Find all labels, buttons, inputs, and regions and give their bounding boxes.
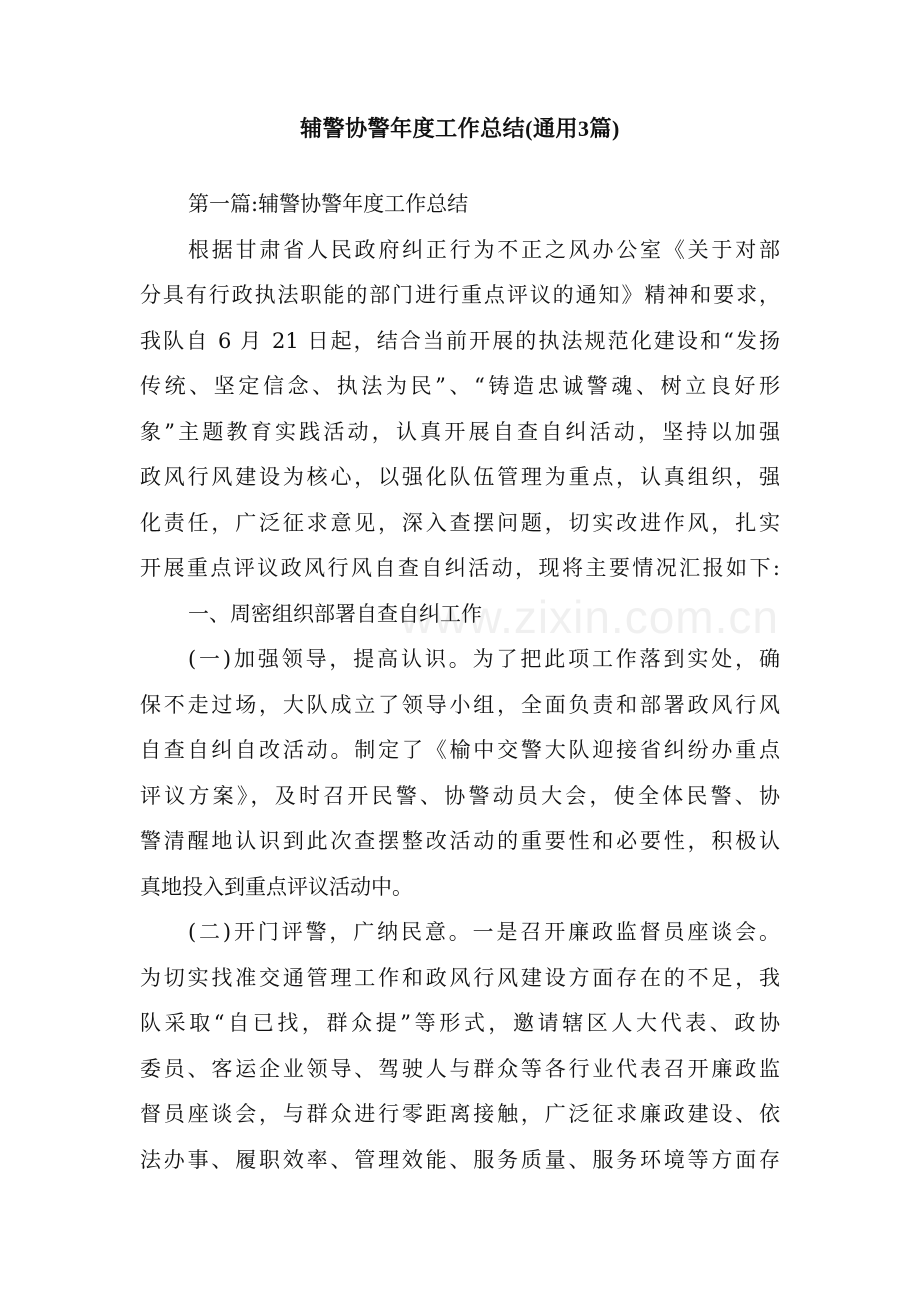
text-line: 我队自 6 月 21 日起，结合当前开展的执法规范化建设和“发扬 [140,328,780,353]
text-line: 分具有行政执法职能的部门进行重点评议的通知》精神和要求， [140,283,780,307]
text-line: 委员、客运企业领导、驾驶人与群众等各行业代表召开廉政监 [140,1056,780,1081]
text-line: 法办事、履职效率、管理效能、服务质量、服务环境等方面存 [140,1147,780,1172]
text-line: (一)加强领导，提高认识。为了把此项工作落到实处，确 [188,647,780,671]
document-title: 辅警协警年度工作总结(通用3篇) [300,116,620,141]
text-line: 象”主题教育实践活动，认真开展自查自纠活动，坚持以加强 [140,419,780,444]
text-line: 化责任，广泛征求意见，深入查摆问题，切实改进作风，扎实 [140,510,780,535]
text-line: 评议方案》，及时召开民警、协警动员大会，使全体民警、协 [140,783,780,808]
text-line: 真地投入到重点评议活动中。 [140,874,413,899]
text-line: 保不走过场，大队成立了领导小组，全面负责和部署政风行风 [140,692,780,717]
text-line: 一、周密组织部署自查自纠工作 [188,601,482,626]
text-line: 开展重点评议政风行风自查自纠活动，现将主要情况汇报如下: [140,556,780,580]
text-line: 根据甘肃省人民政府纠正行为不正之风办公室《关于对部 [188,237,780,262]
text-line: 第一篇:辅警协警年度工作总结 [188,192,469,216]
text-line: 自查自纠自改活动。制定了《榆中交警大队迎接省纠纷办重点 [140,738,780,762]
text-line: 政风行风建设为核心，以强化队伍管理为重点，认真组织，强 [140,465,780,489]
text-line: 队采取“自已找，群众提”等形式，邀请辖区人大代表、政协 [140,1011,780,1035]
document-body [140,182,780,1183]
text-line: 为切实找准交通管理工作和政风行风建设方面存在的不足，我 [140,965,780,990]
text-line: 传统、坚定信念、执法为民”、“铸造忠诚警魂、树立良好形 [140,374,780,398]
text-line: (二)开门评警，广纳民意。一是召开廉政监督员座谈会。 [188,920,780,944]
watermark: www.zixin.com.cn [400,591,779,643]
text-line: 督员座谈会，与群众进行零距离接触，广泛征求廉政建设、依 [140,1102,780,1126]
text-line: 警清醒地认识到此次查摆整改活动的重要性和必要性，积极认 [140,829,780,853]
